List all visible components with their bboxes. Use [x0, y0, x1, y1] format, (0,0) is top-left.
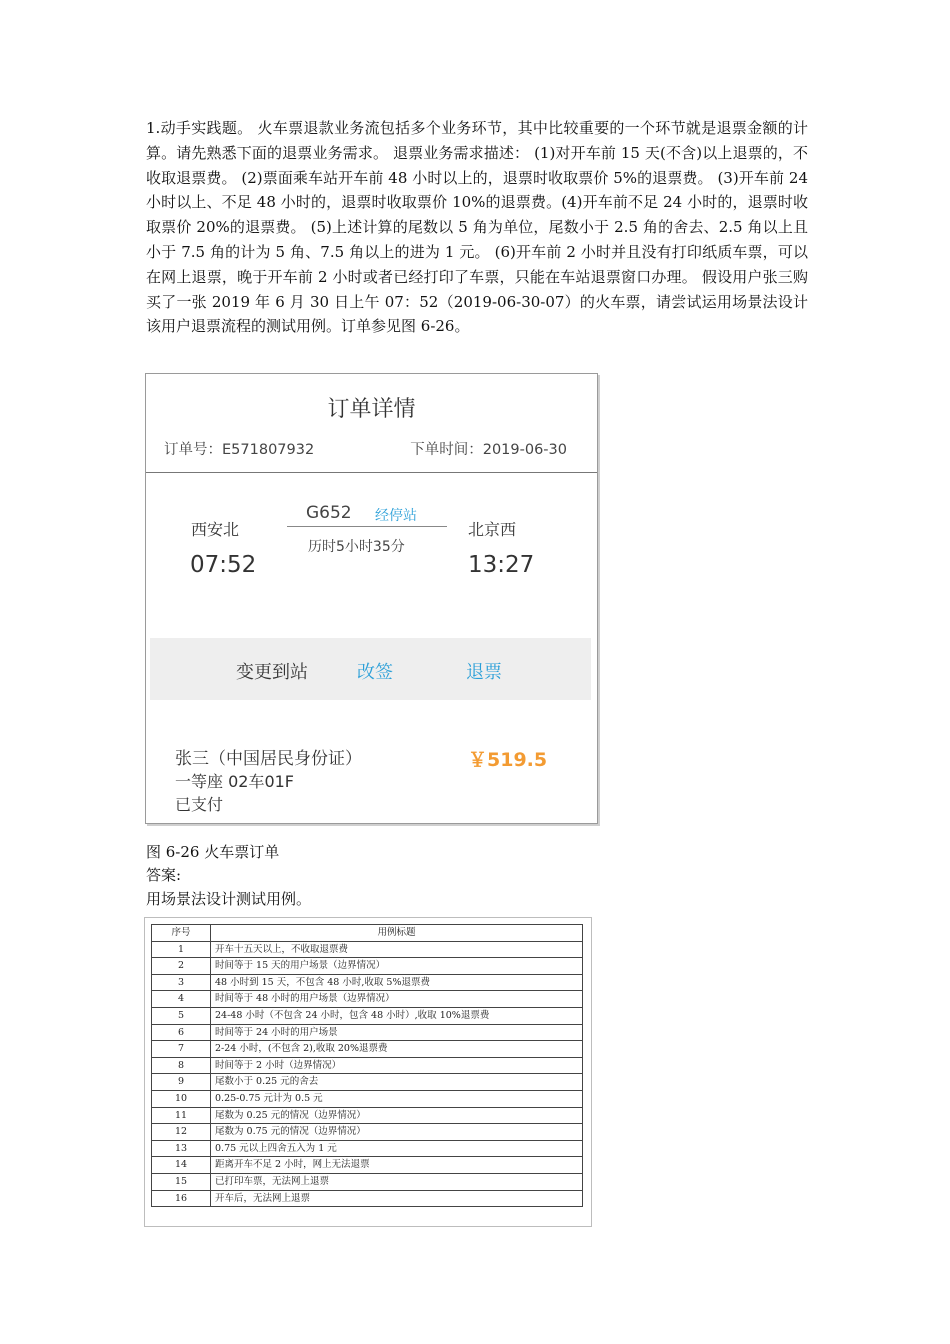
header-divider — [146, 472, 597, 473]
case-title: 时间等于 15 天的用户场景（边界情况） — [211, 958, 583, 975]
case-index: 1 — [152, 941, 211, 958]
case-index: 12 — [152, 1124, 211, 1141]
to-time: 13:27 — [468, 552, 535, 578]
table-row — [152, 1057, 583, 1074]
table-row — [152, 1041, 583, 1058]
exercise-paragraph: 1.动手实践题。 火车票退款业务流包括多个业务环节，其中比较重要的一个环节就是退票金额的计算。请先熟悉下面的退票业务需求。 退票业务需求描述： (1)对开车前 15 天(不含)以上退票的，不收取退票费。 (2)票面乘车站开车前 48 小时以上的，退票时收取票价 5%的退票费。 (3)开车前 24 小时以上、不足 48 小时的，退票时收取票价 10%的退票费。(4)开车前不足 24 小时的，退票时收取票价 20%的退票费。 (5)上述计算的尾数以 5 角为单位，尾数小于 2.5 角的舍去、2.5 角以上且小于 7.5 角的计为 5 角、7.5 角以上的进为 1 元。 (6)开车前 2 小时并且没有打印纸质车票，可以在网上退票，晚于开车前 2 小时或者已经打印了车票，只能在车站退票窗口办理。 假设用户张三购买了一张 2019 年 6 月 30 日上午 07：52（2019-06-30-07）的火车票，请尝试运用场景法设计该用户退票流程的测试用例。订单参见图 6-26。 — [146, 119, 808, 336]
train-number: G652 — [306, 503, 352, 523]
case-title: 尾数为 0.25 元的情况（边界情况） — [211, 1107, 583, 1124]
change-station-button[interactable]: 变更到站 — [236, 662, 308, 683]
case-index: 10 — [152, 1090, 211, 1107]
payment-status: 已支付 — [175, 795, 224, 814]
table-row — [152, 1107, 583, 1124]
case-title: 24-48 小时（不包含 24 小时，包含 48 小时）,收取 10%退票费 — [211, 1007, 583, 1024]
figure-caption: 图 6-26 火车票订单 — [146, 843, 280, 861]
case-index: 2 — [152, 958, 211, 975]
case-title: 距离开车不足 2 小时，网上无法退票 — [211, 1157, 583, 1174]
case-title: 尾数为 0.75 元的情况（边界情况） — [211, 1124, 583, 1141]
case-title: 0.25-0.75 元计为 0.5 元 — [211, 1090, 583, 1107]
case-index: 13 — [152, 1140, 211, 1157]
case-index: 14 — [152, 1157, 211, 1174]
table-row — [152, 941, 583, 958]
case-title: 开车后，无法网上退票 — [211, 1190, 583, 1207]
table-header-row — [152, 925, 583, 942]
case-title: 0.75 元以上四舍五入为 1 元 — [211, 1140, 583, 1157]
order-time: 下单时间：2019-06-30 — [410, 442, 567, 458]
case-index: 6 — [152, 1024, 211, 1041]
test-case-table — [151, 924, 583, 1207]
case-title: 已打印车票，无法网上退票 — [211, 1173, 583, 1190]
table-row — [152, 974, 583, 991]
trip-duration: 历时5小时35分 — [308, 539, 405, 555]
case-title: 时间等于 24 小时的用户场景 — [211, 1024, 583, 1041]
case-index: 9 — [152, 1074, 211, 1091]
case-index: 8 — [152, 1057, 211, 1074]
refund-button[interactable]: 退票 — [466, 662, 502, 683]
from-time: 07:52 — [190, 552, 257, 578]
from-station: 西安北 — [191, 520, 240, 539]
case-title: 48 小时到 15 天，不包含 48 小时,收取 5%退票费 — [211, 974, 583, 991]
table-row — [152, 1190, 583, 1207]
case-title: 时间等于 2 小时（边界情况） — [211, 1057, 583, 1074]
case-index: 16 — [152, 1190, 211, 1207]
table-row — [152, 1074, 583, 1091]
table-row — [152, 1157, 583, 1174]
case-index: 4 — [152, 991, 211, 1008]
case-index: 7 — [152, 1041, 211, 1058]
table-row — [152, 1007, 583, 1024]
order-detail-screenshot — [145, 373, 598, 824]
test-case-table-image — [144, 917, 592, 1227]
method-text: 用场景法设计测试用例。 — [146, 890, 312, 908]
table-row — [152, 1140, 583, 1157]
case-index: 5 — [152, 1007, 211, 1024]
case-index: 11 — [152, 1107, 211, 1124]
table-row — [152, 1173, 583, 1190]
case-title: 时间等于 48 小时的用户场景（边界情况） — [211, 991, 583, 1008]
column-header-title: 用例标题 — [211, 925, 583, 942]
case-title: 开车十五天以上，不收取退票费 — [211, 941, 583, 958]
answer-label: 答案: — [146, 866, 182, 884]
case-title: 2-24 小时，(不包含 2),收取 20%退票费 — [211, 1041, 583, 1058]
route-line — [287, 526, 447, 527]
ticket-price: ￥519.5 — [468, 749, 548, 771]
table-row — [152, 1124, 583, 1141]
table-row — [152, 991, 583, 1008]
table-row — [152, 1090, 583, 1107]
rebook-button[interactable]: 改签 — [357, 662, 393, 683]
to-station: 北京西 — [468, 520, 517, 539]
table-body — [152, 941, 583, 1207]
case-index: 3 — [152, 974, 211, 991]
order-number: 订单号：E571807932 — [164, 442, 315, 458]
seat-info: 一等座 02车01F — [175, 772, 295, 791]
column-header-index: 序号 — [152, 925, 211, 942]
order-title: 订单详情 — [327, 397, 416, 422]
passenger-name: 张三（中国居民身份证） — [175, 749, 362, 769]
case-title: 尾数小于 0.25 元的舍去 — [211, 1074, 583, 1091]
table-row — [152, 958, 583, 975]
table-row — [152, 1024, 583, 1041]
action-bar — [150, 638, 591, 700]
stops-link[interactable]: 经停站 — [375, 508, 417, 524]
case-index: 15 — [152, 1173, 211, 1190]
